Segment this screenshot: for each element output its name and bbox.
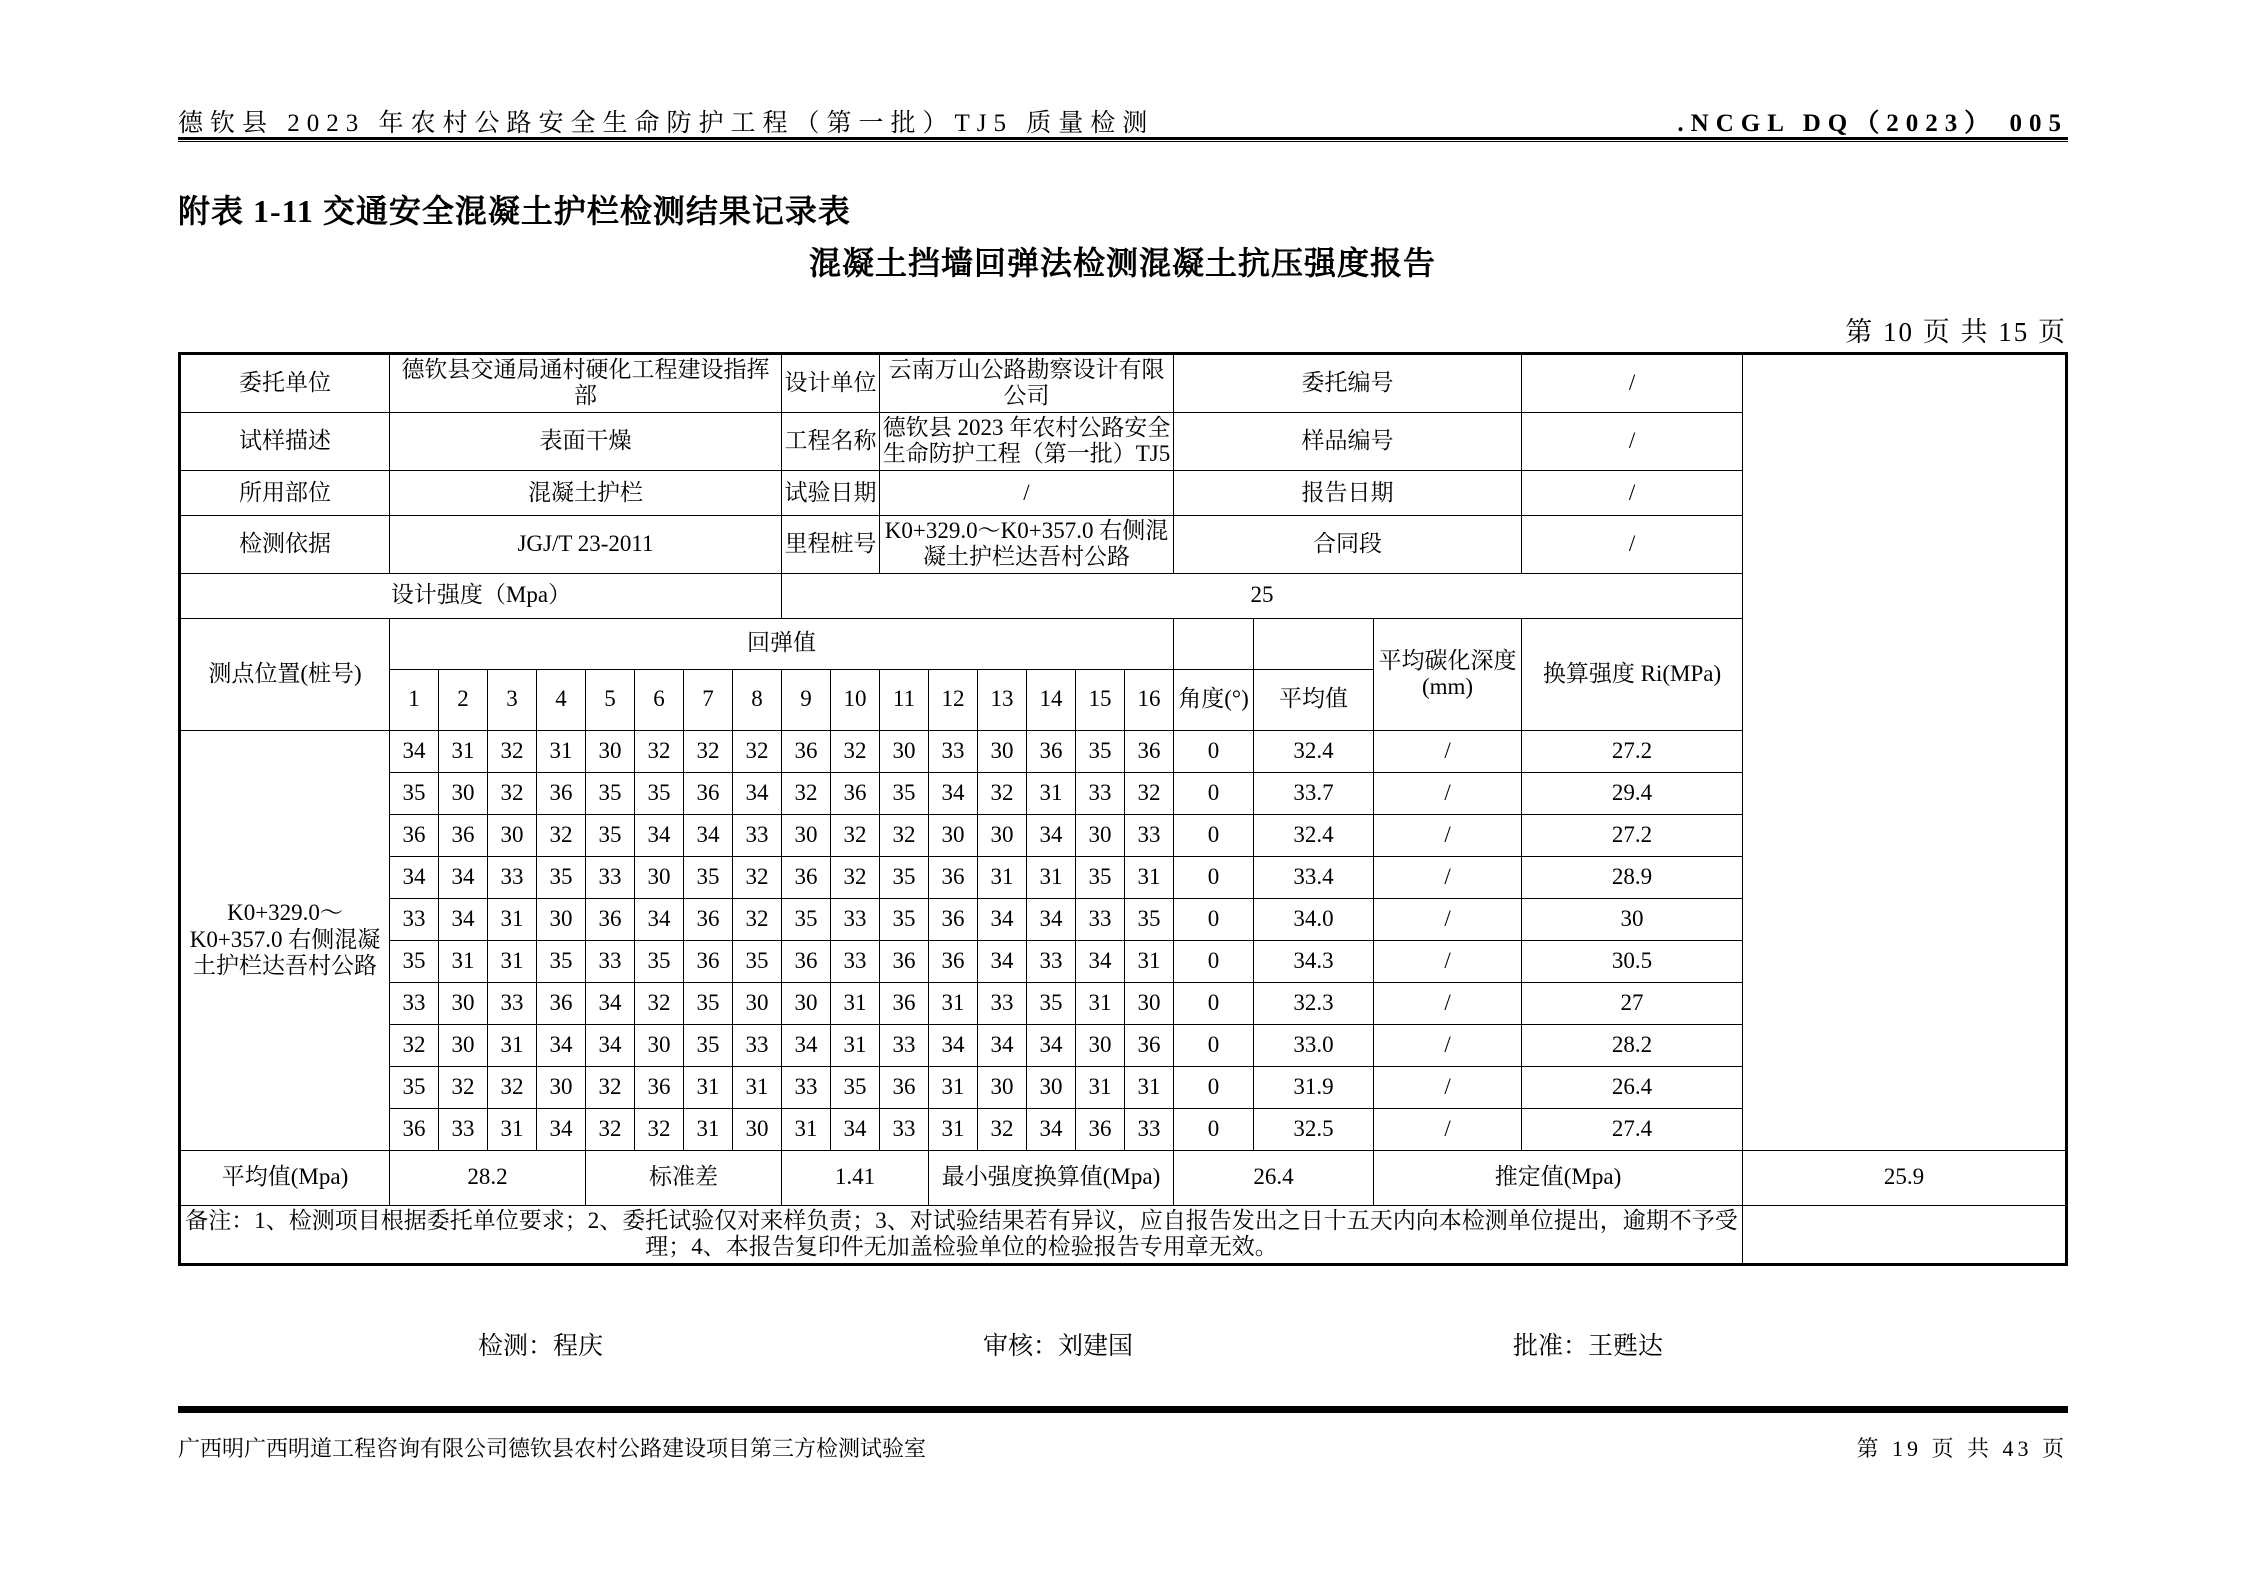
cell-r2c16: 32 (1125, 772, 1174, 814)
cell-r2c10: 36 (831, 772, 880, 814)
col-header-11: 11 (880, 669, 929, 730)
cell-r10-ri: 27.4 (1522, 1108, 1743, 1150)
cell-r8c15: 30 (1076, 1024, 1125, 1066)
mean-label: 平均值(Mpa) (180, 1150, 390, 1205)
col-header-15: 15 (1076, 669, 1125, 730)
contract-value: / (1522, 515, 1743, 573)
cell-r1c2: 31 (439, 730, 488, 772)
cell-r7c6: 32 (635, 982, 684, 1024)
basis-value: JGJ/T 23-2011 (390, 515, 782, 573)
cell-r4c14: 31 (1027, 856, 1076, 898)
cell-r9c13: 30 (978, 1066, 1027, 1108)
cell-r5c6: 34 (635, 898, 684, 940)
design-strength-value: 25 (782, 573, 1743, 618)
cell-r1-carb: / (1374, 730, 1522, 772)
cell-r7c15: 31 (1076, 982, 1125, 1024)
cell-r4c10: 32 (831, 856, 880, 898)
cell-r6-avg: 34.3 (1254, 940, 1374, 982)
cell-r4c3: 33 (488, 856, 537, 898)
cell-r4c13: 31 (978, 856, 1027, 898)
table-row (180, 1066, 2067, 1108)
design-strength-label: 设计强度（Mpa） (180, 573, 782, 618)
cell-r4-carb: / (1374, 856, 1522, 898)
cell-r6c13: 34 (978, 940, 1027, 982)
table-row (180, 856, 2067, 898)
cell-r8-avg: 33.0 (1254, 1024, 1374, 1066)
col-header-8: 8 (733, 669, 782, 730)
cell-r2c1: 35 (390, 772, 439, 814)
entrust-no-value: / (1522, 354, 1743, 413)
col-header-7: 7 (684, 669, 733, 730)
cell-r9-avg: 31.9 (1254, 1066, 1374, 1108)
basis-label: 检测依据 (180, 515, 390, 573)
cell-r7c8: 30 (733, 982, 782, 1024)
table-row (180, 940, 2067, 982)
cell-r8c9: 34 (782, 1024, 831, 1066)
header-right-code: .NCGL DQ（2023） 005 (1677, 110, 2068, 137)
cell-r1c7: 32 (684, 730, 733, 772)
cell-r9c7: 31 (684, 1066, 733, 1108)
cell-r4c1: 34 (390, 856, 439, 898)
table-row (180, 814, 2067, 856)
cell-r1c12: 33 (929, 730, 978, 772)
cell-r4c16: 31 (1125, 856, 1174, 898)
cell-r2c4: 36 (537, 772, 586, 814)
cell-r5c7: 36 (684, 898, 733, 940)
cell-r4c6: 30 (635, 856, 684, 898)
cell-r3c16: 33 (1125, 814, 1174, 856)
cell-r7c10: 31 (831, 982, 880, 1024)
cell-r1-angle: 0 (1174, 730, 1254, 772)
cell-r2c6: 35 (635, 772, 684, 814)
cell-r5c8: 32 (733, 898, 782, 940)
cell-r9c11: 36 (880, 1066, 929, 1108)
cell-r6-ri: 30.5 (1522, 940, 1743, 982)
test-date-value: / (880, 470, 1174, 515)
cell-r1-avg: 32.4 (1254, 730, 1374, 772)
column-header-row-1 (180, 618, 2067, 669)
cell-r1c11: 30 (880, 730, 929, 772)
cell-r4-avg: 33.4 (1254, 856, 1374, 898)
summary-row (180, 1150, 2067, 1205)
cell-r3c11: 32 (880, 814, 929, 856)
cell-r4-angle: 0 (1174, 856, 1254, 898)
col-header-9: 9 (782, 669, 831, 730)
cell-r8c16: 36 (1125, 1024, 1174, 1066)
angle-header-spacer (1174, 618, 1254, 669)
page-title: 附表 1-11 交通安全混凝土护栏检测结果记录表 (178, 193, 851, 229)
info-row-2 (180, 412, 2067, 470)
cell-r3c4: 32 (537, 814, 586, 856)
cell-r1-ri: 27.2 (1522, 730, 1743, 772)
footer-left-text: 广西明广西明道工程咨询有限公司德钦县农村公路建设项目第三方检测试验室 (178, 1436, 927, 1461)
cell-r1c10: 32 (831, 730, 880, 772)
cell-r3c5: 35 (586, 814, 635, 856)
cell-r8c5: 34 (586, 1024, 635, 1066)
estimated-value: 25.9 (1743, 1150, 2067, 1205)
cell-r5c13: 34 (978, 898, 1027, 940)
cell-r3c13: 30 (978, 814, 1027, 856)
cell-r8c13: 34 (978, 1024, 1027, 1066)
cell-r7c13: 33 (978, 982, 1027, 1024)
cell-r4c7: 35 (684, 856, 733, 898)
cell-r10c4: 34 (537, 1108, 586, 1150)
cell-r8c12: 34 (929, 1024, 978, 1066)
cell-r2c3: 32 (488, 772, 537, 814)
cell-r4c5: 33 (586, 856, 635, 898)
entrust-unit-value: 德钦县交通局通村硬化工程建设指挥部 (390, 354, 782, 413)
point-location-header: 测点位置(桩号) (180, 618, 390, 730)
cell-r4c8: 32 (733, 856, 782, 898)
cell-r10c3: 31 (488, 1108, 537, 1150)
std-label: 标准差 (586, 1150, 782, 1205)
cell-r4c2: 34 (439, 856, 488, 898)
cell-r8c14: 34 (1027, 1024, 1076, 1066)
info-row-1 (180, 354, 2067, 413)
station-value: K0+329.0～K0+357.0 右侧混凝土护栏达吾村公路 (880, 515, 1174, 573)
part-used-value: 混凝土护栏 (390, 470, 782, 515)
report-table (178, 352, 2068, 1266)
header-divider-rule (178, 137, 2068, 142)
cell-r8-carb: / (1374, 1024, 1522, 1066)
table-row (180, 730, 2067, 772)
cell-r7c3: 33 (488, 982, 537, 1024)
cell-r7c1: 33 (390, 982, 439, 1024)
table-row (180, 1024, 2067, 1066)
cell-r9c2: 32 (439, 1066, 488, 1108)
cell-r7-ri: 27 (1522, 982, 1743, 1024)
std-value: 1.41 (782, 1150, 929, 1205)
cell-r6-angle: 0 (1174, 940, 1254, 982)
col-header-10: 10 (831, 669, 880, 730)
cell-r1c3: 32 (488, 730, 537, 772)
column-header-row-2 (180, 669, 2067, 730)
cell-r2c7: 36 (684, 772, 733, 814)
cell-r9c8: 31 (733, 1066, 782, 1108)
cell-r2c13: 32 (978, 772, 1027, 814)
cell-r6c6: 35 (635, 940, 684, 982)
cell-r2c8: 34 (733, 772, 782, 814)
approver-signature: 批准：王甦达 (1513, 1333, 1664, 1360)
cell-r2c2: 30 (439, 772, 488, 814)
rebound-group-header: 回弹值 (390, 618, 1174, 669)
cell-r4c11: 35 (880, 856, 929, 898)
cell-r10-carb: / (1374, 1108, 1522, 1150)
col-header-13: 13 (978, 669, 1027, 730)
cell-r8c8: 33 (733, 1024, 782, 1066)
running-footer (178, 1432, 2068, 1463)
cell-r2c5: 35 (586, 772, 635, 814)
cell-r10c7: 31 (684, 1108, 733, 1150)
test-date-label: 试验日期 (782, 470, 880, 515)
cell-r7c4: 36 (537, 982, 586, 1024)
cell-r5c14: 34 (1027, 898, 1076, 940)
cell-r2c14: 31 (1027, 772, 1076, 814)
table-row (180, 898, 2067, 940)
cell-r1c15: 35 (1076, 730, 1125, 772)
reviewer-signature: 审核：刘建国 (983, 1333, 1134, 1360)
cell-r1c8: 32 (733, 730, 782, 772)
design-strength-row (180, 573, 2067, 618)
sample-desc-value: 表面干燥 (390, 412, 782, 470)
page-indicator: 第 10 页 共 15 页 (1845, 317, 2067, 347)
carbonation-header: 平均碳化深度(mm) (1374, 618, 1522, 730)
cell-r6c8: 35 (733, 940, 782, 982)
mean-value: 28.2 (390, 1150, 586, 1205)
cell-r3c15: 30 (1076, 814, 1125, 856)
cell-r3c10: 32 (831, 814, 880, 856)
cell-r2-carb: / (1374, 772, 1522, 814)
cell-r9-ri: 26.4 (1522, 1066, 1743, 1108)
info-row-4 (180, 515, 2067, 573)
cell-r10c10: 34 (831, 1108, 880, 1150)
info-row-3 (180, 470, 2067, 515)
cell-r5-avg: 34.0 (1254, 898, 1374, 940)
cell-r9c4: 30 (537, 1066, 586, 1108)
cell-r2c9: 32 (782, 772, 831, 814)
cell-r1c14: 36 (1027, 730, 1076, 772)
min-strength-value: 26.4 (1174, 1150, 1374, 1205)
cell-r9-angle: 0 (1174, 1066, 1254, 1108)
report-subtitle: 混凝土挡墙回弹法检测混凝土抗压强度报告 (808, 245, 1436, 281)
sample-no-value: / (1522, 412, 1743, 470)
station-label: 里程桩号 (782, 515, 880, 573)
cell-r10c15: 36 (1076, 1108, 1125, 1150)
cell-r7c16: 30 (1125, 982, 1174, 1024)
cell-r10c12: 31 (929, 1108, 978, 1150)
cell-r5c9: 35 (782, 898, 831, 940)
cell-r8c11: 33 (880, 1024, 929, 1066)
cell-r3c2: 36 (439, 814, 488, 856)
cell-r9c3: 32 (488, 1066, 537, 1108)
cell-r10c16: 33 (1125, 1108, 1174, 1150)
point-location-value: K0+329.0～K0+357.0 右侧混凝土护栏达吾村公路 (180, 730, 390, 1150)
cell-r6c14: 33 (1027, 940, 1076, 982)
average-header-spacer (1254, 618, 1374, 669)
cell-r4c15: 35 (1076, 856, 1125, 898)
cell-r8c6: 30 (635, 1024, 684, 1066)
cell-r7-angle: 0 (1174, 982, 1254, 1024)
project-name-label: 工程名称 (782, 412, 880, 470)
cell-r3c14: 34 (1027, 814, 1076, 856)
cell-r3c3: 30 (488, 814, 537, 856)
sample-desc-label: 试样描述 (180, 412, 390, 470)
cell-r9c1: 35 (390, 1066, 439, 1108)
cell-r6-carb: / (1374, 940, 1522, 982)
angle-header: 角度(°) (1174, 669, 1254, 730)
cell-r6c16: 31 (1125, 940, 1174, 982)
cell-r1c5: 30 (586, 730, 635, 772)
cell-r2c15: 33 (1076, 772, 1125, 814)
cell-r7c7: 35 (684, 982, 733, 1024)
entrust-no-label: 委托编号 (1174, 354, 1522, 413)
cell-r10-angle: 0 (1174, 1108, 1254, 1150)
table-row (180, 1108, 2067, 1150)
cell-r1c4: 31 (537, 730, 586, 772)
cell-r7c14: 35 (1027, 982, 1076, 1024)
cell-r4-ri: 28.9 (1522, 856, 1743, 898)
cell-r8c4: 34 (537, 1024, 586, 1066)
cell-r4c4: 35 (537, 856, 586, 898)
cell-r7c11: 36 (880, 982, 929, 1024)
cell-r7c2: 30 (439, 982, 488, 1024)
col-header-4: 4 (537, 669, 586, 730)
cell-r5c15: 33 (1076, 898, 1125, 940)
cell-r9c16: 31 (1125, 1066, 1174, 1108)
cell-r6c11: 36 (880, 940, 929, 982)
cell-r5c2: 34 (439, 898, 488, 940)
cell-r7c9: 30 (782, 982, 831, 1024)
project-name-value: 德钦县 2023 年农村公路安全生命防护工程（第一批）TJ5 (880, 412, 1174, 470)
average-header: 平均值 (1254, 669, 1374, 730)
cell-r6c3: 31 (488, 940, 537, 982)
cell-r9c9: 33 (782, 1066, 831, 1108)
cell-r3c1: 36 (390, 814, 439, 856)
min-strength-label: 最小强度换算值(Mpa) (929, 1150, 1174, 1205)
cell-r10c8: 30 (733, 1108, 782, 1150)
cell-r4c9: 36 (782, 856, 831, 898)
remark-row (180, 1205, 2067, 1264)
col-header-2: 2 (439, 669, 488, 730)
cell-r10c11: 33 (880, 1108, 929, 1150)
cell-r2-avg: 33.7 (1254, 772, 1374, 814)
cell-r5c10: 33 (831, 898, 880, 940)
cell-r2c11: 35 (880, 772, 929, 814)
cell-r9c5: 32 (586, 1066, 635, 1108)
col-header-1: 1 (390, 669, 439, 730)
converted-strength-header: 换算强度 Ri(MPa) (1522, 618, 1743, 730)
estimated-label: 推定值(Mpa) (1374, 1150, 1743, 1205)
cell-r1c1: 34 (390, 730, 439, 772)
cell-r2c12: 34 (929, 772, 978, 814)
cell-r5c1: 33 (390, 898, 439, 940)
cell-r10c13: 32 (978, 1108, 1027, 1150)
col-header-3: 3 (488, 669, 537, 730)
signature-row (178, 1326, 2068, 1362)
tester-signature: 检测：程庆 (478, 1333, 604, 1360)
cell-r9c12: 31 (929, 1066, 978, 1108)
cell-r8-ri: 28.2 (1522, 1024, 1743, 1066)
cell-r10c1: 36 (390, 1108, 439, 1150)
cell-r10c2: 33 (439, 1108, 488, 1150)
cell-r5c5: 36 (586, 898, 635, 940)
report-date-label: 报告日期 (1174, 470, 1522, 515)
cell-r1c6: 32 (635, 730, 684, 772)
cell-r10c14: 34 (1027, 1108, 1076, 1150)
cell-r5c12: 36 (929, 898, 978, 940)
cell-r8-angle: 0 (1174, 1024, 1254, 1066)
cell-r1c16: 36 (1125, 730, 1174, 772)
footer-divider-rule (178, 1406, 2068, 1413)
cell-r8c7: 35 (684, 1024, 733, 1066)
cell-r7-avg: 32.3 (1254, 982, 1374, 1024)
cell-r3c9: 30 (782, 814, 831, 856)
cell-r10c6: 32 (635, 1108, 684, 1150)
running-header (178, 103, 2068, 139)
cell-r6c4: 35 (537, 940, 586, 982)
cell-r6c7: 36 (684, 940, 733, 982)
cell-r3-angle: 0 (1174, 814, 1254, 856)
cell-r3-carb: / (1374, 814, 1522, 856)
col-header-16: 16 (1125, 669, 1174, 730)
cell-r3c12: 30 (929, 814, 978, 856)
table-row (180, 772, 2067, 814)
cell-r3c7: 34 (684, 814, 733, 856)
cell-r6c5: 33 (586, 940, 635, 982)
cell-r10-avg: 32.5 (1254, 1108, 1374, 1150)
cell-r5-ri: 30 (1522, 898, 1743, 940)
cell-r4c12: 36 (929, 856, 978, 898)
cell-r2-ri: 29.4 (1522, 772, 1743, 814)
cell-r9-carb: / (1374, 1066, 1522, 1108)
design-unit-label: 设计单位 (782, 354, 880, 413)
design-unit-value: 云南万山公路勘察设计有限公司 (880, 354, 1174, 413)
cell-r6c9: 36 (782, 940, 831, 982)
cell-r8c2: 30 (439, 1024, 488, 1066)
cell-r9c15: 31 (1076, 1066, 1125, 1108)
cell-r3-avg: 32.4 (1254, 814, 1374, 856)
header-left-text: 德钦县 2023 年农村公路安全生命防护工程（第一批）TJ5 质量检测 (178, 110, 1155, 137)
cell-r8c3: 31 (488, 1024, 537, 1066)
cell-r5c16: 35 (1125, 898, 1174, 940)
cell-r7c12: 31 (929, 982, 978, 1024)
col-header-14: 14 (1027, 669, 1076, 730)
cell-r5c4: 30 (537, 898, 586, 940)
cell-r5-carb: / (1374, 898, 1522, 940)
cell-r10c9: 31 (782, 1108, 831, 1150)
report-date-value: / (1522, 470, 1743, 515)
part-used-label: 所用部位 (180, 470, 390, 515)
footer-page-number: 第 19 页 共 43 页 (1856, 1436, 2068, 1461)
cell-r5-angle: 0 (1174, 898, 1254, 940)
col-header-5: 5 (586, 669, 635, 730)
sample-no-label: 样品编号 (1174, 412, 1522, 470)
cell-r3-ri: 27.2 (1522, 814, 1743, 856)
cell-r6c1: 35 (390, 940, 439, 982)
cell-r5c11: 35 (880, 898, 929, 940)
cell-r8c1: 32 (390, 1024, 439, 1066)
cell-r6c2: 31 (439, 940, 488, 982)
table-row (180, 982, 2067, 1024)
col-header-6: 6 (635, 669, 684, 730)
cell-r9c14: 30 (1027, 1066, 1076, 1108)
cell-r9c6: 36 (635, 1066, 684, 1108)
cell-r7-carb: / (1374, 982, 1522, 1024)
cell-r7c5: 34 (586, 982, 635, 1024)
cell-r8c10: 31 (831, 1024, 880, 1066)
col-header-12: 12 (929, 669, 978, 730)
cell-r1c13: 30 (978, 730, 1027, 772)
cell-r6c10: 33 (831, 940, 880, 982)
contract-label: 合同段 (1174, 515, 1522, 573)
remark-text: 备注：1、检测项目根据委托单位要求；2、委托试验仅对来样负责；3、对试验结果若有异议，应自报告发出之日十五天内向本检测单位提出，逾期不予受理；4、本报告复印件无加盖检验单位的检验报告专用章无效。 (180, 1205, 1743, 1264)
cell-r3c8: 33 (733, 814, 782, 856)
cell-r6c15: 34 (1076, 940, 1125, 982)
cell-r6c12: 36 (929, 940, 978, 982)
cell-r10c5: 32 (586, 1108, 635, 1150)
cell-r2-angle: 0 (1174, 772, 1254, 814)
cell-r9c10: 35 (831, 1066, 880, 1108)
cell-r3c6: 34 (635, 814, 684, 856)
cell-r5c3: 31 (488, 898, 537, 940)
cell-r1c9: 36 (782, 730, 831, 772)
entrust-unit-label: 委托单位 (180, 354, 390, 413)
